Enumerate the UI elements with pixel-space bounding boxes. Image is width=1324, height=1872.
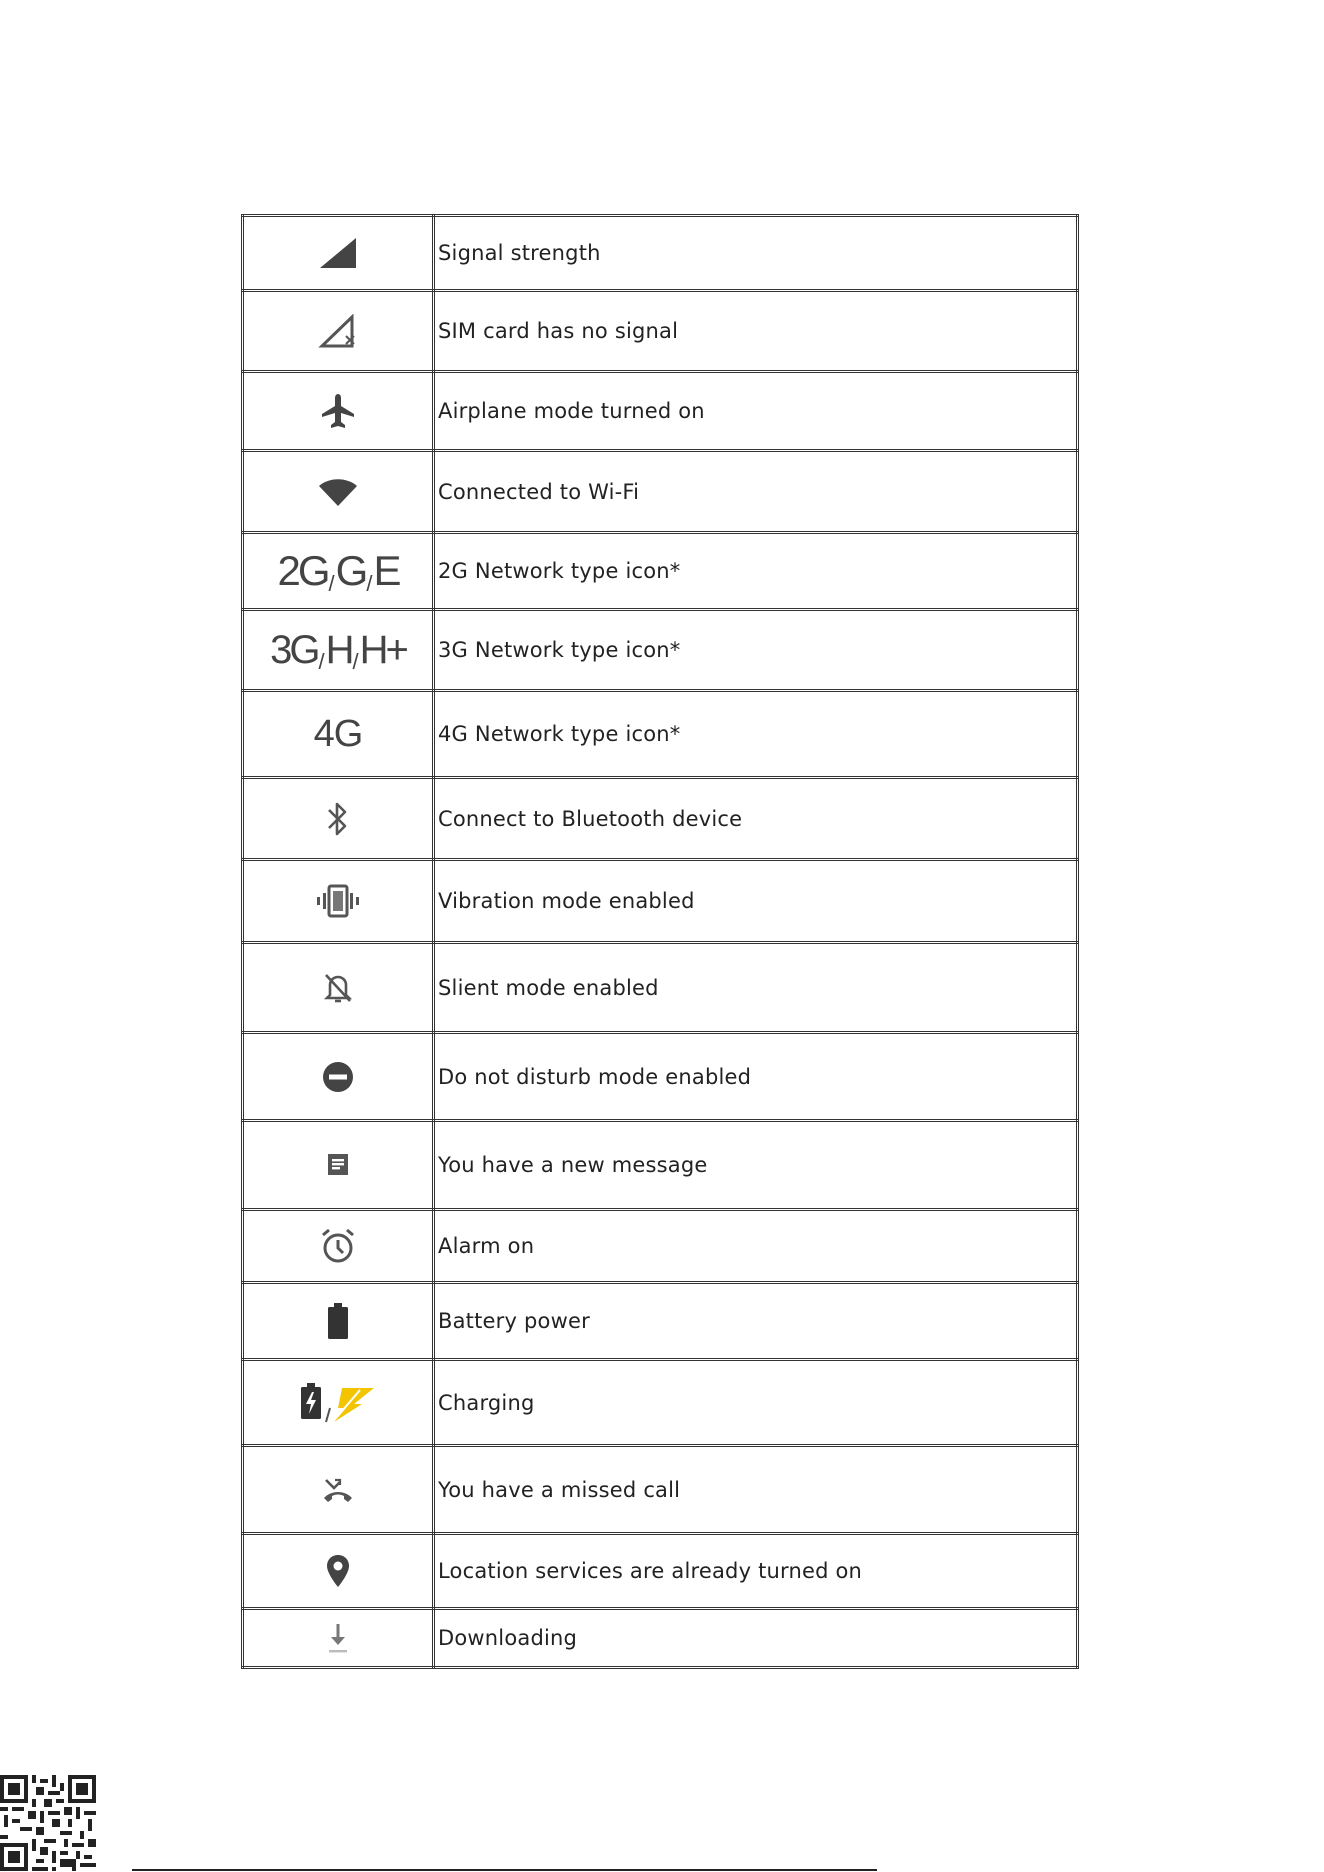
airplane-icon <box>320 392 356 430</box>
description-cell: You have a new message <box>434 1121 1078 1210</box>
description-cell: Charging <box>434 1360 1078 1446</box>
icon-cell <box>243 1609 434 1668</box>
table-row <box>243 1210 1078 1283</box>
location-icon <box>325 1553 351 1589</box>
description-cell: Alarm on <box>434 1210 1078 1283</box>
do-not-disturb-icon <box>321 1060 355 1094</box>
table-row <box>243 1360 1078 1446</box>
icon-cell <box>243 291 434 372</box>
description-cell: 3G Network type icon* <box>434 610 1078 691</box>
table-row <box>243 291 1078 372</box>
icon-cell <box>243 1033 434 1121</box>
missed-call-icon <box>321 1476 355 1504</box>
icon-cell <box>243 533 434 610</box>
description-cell: SIM card has no signal <box>434 291 1078 372</box>
vibration-icon <box>315 884 361 918</box>
table-row <box>243 1609 1078 1668</box>
status-icon-table <box>241 214 1079 1669</box>
description-cell: Battery power <box>434 1283 1078 1360</box>
table-row <box>243 533 1078 610</box>
qr-code-icon <box>0 1775 96 1871</box>
table-row <box>243 1033 1078 1121</box>
icon-cell <box>243 610 434 691</box>
network-3g-icon: 3G/H/H+ <box>270 628 406 674</box>
icon-cell <box>243 451 434 533</box>
table-row <box>243 451 1078 533</box>
footer-rule <box>132 1869 877 1871</box>
table-row <box>243 691 1078 778</box>
bluetooth-icon <box>323 800 353 838</box>
description-cell: Connect to Bluetooth device <box>434 778 1078 860</box>
description-cell: 4G Network type icon* <box>434 691 1078 778</box>
icon-cell <box>243 1446 434 1534</box>
description-cell: Slient mode enabled <box>434 943 1078 1033</box>
silent-icon <box>321 971 355 1005</box>
icon-cell <box>243 860 434 943</box>
description-cell: You have a missed call <box>434 1446 1078 1534</box>
icon-cell <box>243 778 434 860</box>
signal-strength-icon <box>318 236 358 270</box>
table-row <box>243 860 1078 943</box>
description-cell: 2G Network type icon* <box>434 533 1078 610</box>
icon-cell <box>243 691 434 778</box>
description-cell: Do not disturb mode enabled <box>434 1033 1078 1121</box>
network-4g-icon: 4G <box>313 713 363 755</box>
icon-cell <box>243 1534 434 1609</box>
download-icon <box>326 1621 350 1655</box>
no-signal-icon <box>318 314 358 348</box>
description-cell: Connected to Wi-Fi <box>434 451 1078 533</box>
network-2g-icon: 2G/G/E <box>277 547 399 596</box>
icon-cell <box>243 1121 434 1210</box>
table-row <box>243 1534 1078 1609</box>
description-cell: Location services are already turned on <box>434 1534 1078 1609</box>
charging-icon <box>298 1382 378 1424</box>
alarm-icon <box>319 1227 357 1265</box>
message-icon <box>325 1151 351 1179</box>
icon-cell <box>243 943 434 1033</box>
icon-cell <box>243 216 434 291</box>
icon-cell <box>243 1283 434 1360</box>
table-row <box>243 778 1078 860</box>
table-row <box>243 372 1078 451</box>
table-row <box>243 610 1078 691</box>
description-cell: Airplane mode turned on <box>434 372 1078 451</box>
table-row <box>243 1283 1078 1360</box>
icon-cell <box>243 1360 434 1446</box>
icon-cell <box>243 1210 434 1283</box>
description-cell: Downloading <box>434 1609 1078 1668</box>
table-row <box>243 943 1078 1033</box>
icon-cell <box>243 372 434 451</box>
table-row <box>243 1446 1078 1534</box>
table-row <box>243 1121 1078 1210</box>
description-cell: Signal strength <box>434 216 1078 291</box>
table-row <box>243 216 1078 291</box>
wifi-icon <box>317 477 359 507</box>
battery-icon <box>325 1302 351 1340</box>
description-cell: Vibration mode enabled <box>434 860 1078 943</box>
